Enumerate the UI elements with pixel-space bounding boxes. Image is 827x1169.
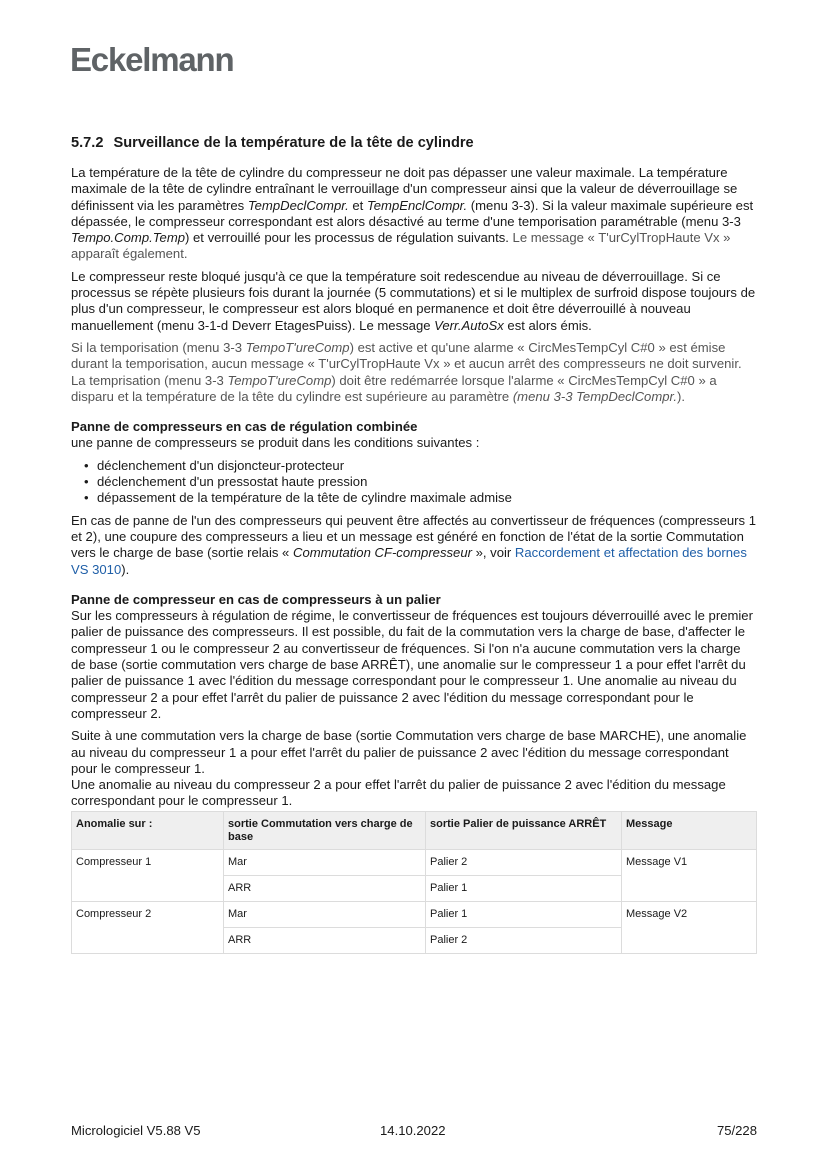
text: Si la temporisation (menu 3-3: [71, 339, 246, 355]
param-name: (menu 3-3 TempDeclCompr.: [512, 388, 678, 404]
text: (menu 3-3). Si la valeur maximale supérieure est dépassée, le compresseur correspondant est alors désactivé au terme d'une temporisation paramétrable (menu 3-3: [71, 197, 754, 229]
text: Le compresseur reste bloqué jusqu'à ce que la température soit redescendue au niveau de déverrouillage. Si ce processus se répète plusieurs fois durant la journée (5 commutations) et si le multiplex de surfroid dispose toujours de plus d'un compresseur, le compresseur est alors bloqué en permanence et doit être déverrouillé à nouveau manuellement (menu 3-1-d Deverr EtagesPuiss). Le message: [71, 268, 756, 333]
cell-palier: Palier 1: [426, 875, 622, 901]
text: ) est active et qu'une alarme « CircMesTempCyl C#0 » est émise durant la temporisation, aucun message « T'urCylTropHaute Vx » et aucun arrêt des compresseurs ne doit survenir. La temprisation (menu 3-3: [71, 339, 742, 388]
cell-commutation: Mar: [224, 849, 426, 875]
subheading-single-stage: Panne de compresseur en cas de compresseurs à un palier: [71, 591, 441, 607]
relay-name: Commutation CF-compresseur: [292, 545, 472, 561]
param-name: TempDeclCompr.: [247, 197, 349, 213]
text: est alors émis.: [503, 317, 592, 333]
link-raccordement[interactable]: Raccordement et affectation des bornes VS 3010: [71, 545, 747, 577]
cell-anomalie: Compresseur 2: [72, 901, 224, 953]
paragraph-single-2b: Une anomalie au niveau du compresseur 2 a pour effet l'arrêt du palier de puissance 2 avec l'édition du message correspondant pour le compresseur 1.: [71, 777, 726, 809]
paragraph-intro: [71, 165, 757, 263]
cell-message: Message V2: [622, 901, 757, 953]
cell-commutation: ARR: [224, 927, 426, 953]
list-item: • déclenchement d'un pressostat haute pression: [86, 474, 757, 490]
column-header: Anomalie sur :: [72, 811, 224, 849]
cell-anomalie: Compresseur 1: [72, 849, 224, 901]
subheading-combined: Panne de compresseurs en cas de régulation combinée: [71, 419, 418, 435]
message-name: Verr.AutoSx: [434, 317, 504, 333]
text: ) et verrouillé pour les processus de régulation suivants.: [185, 230, 513, 246]
section-title: Surveillance de la température de la tête de cylindre: [113, 135, 474, 151]
footer-firmware-version: Micrologiciel V5.88 V5: [71, 1123, 201, 1138]
column-header: sortie Palier de puissance ARRÊT: [426, 811, 622, 849]
column-header: Message: [622, 811, 757, 849]
cell-palier: Palier 2: [426, 927, 622, 953]
section-heading: [71, 134, 757, 152]
table-row: [72, 901, 757, 927]
cell-commutation: Mar: [224, 901, 426, 927]
eckelmann-logo: Eckelmann: [70, 41, 234, 78]
combined-intro: une panne de compresseurs se produit dans les conditions suivantes :: [71, 435, 480, 451]
cell-palier: Palier 2: [426, 849, 622, 875]
cell-commutation: ARR: [224, 875, 426, 901]
param-name: TempoT'ureComp: [245, 339, 350, 355]
text: En cas de panne de l'un des compresseurs qui peuvent être affectés au convertisseur de fréquences (compresseurs 1 et 2), une coupure des compresseurs a lieu et un message est généré en fonction de l'état de la sortie Commutation vers le charge de base (sortie relais «: [71, 512, 756, 561]
footer-page-number: 75/228: [716, 1123, 757, 1138]
footer-date: 14.10.2022: [380, 1123, 446, 1138]
table-row: [72, 849, 757, 875]
list-item: • déclenchement d'un disjoncteur-protecteur: [86, 458, 757, 474]
paragraph-blocked: [71, 269, 757, 334]
text: ) doit être redémarrée lorsque l'alarme « CircMesTempCyl C#0 » a disparu et la température de la tête du cylindre est supérieure au paramètre: [71, 372, 717, 404]
cell-message: Message V1: [622, 849, 757, 901]
conditions-list: [71, 458, 757, 507]
text-note: Le message « T'urCylTropHaute Vx » apparaît également.: [71, 230, 731, 262]
list-item: • dépassement de la température de la tête de cylindre maximale admise: [86, 490, 757, 506]
param-name: TempoT'ureComp: [227, 372, 332, 388]
section-number: 5.7.2: [71, 135, 104, 151]
column-header: sortie Commutation vers charge de base: [224, 811, 426, 849]
paragraph-single-1: Sur les compresseurs à régulation de régime, le convertisseur de fréquences est toujours déverrouillé avec le premier palier de puissance des compresseurs. Il est possible, du fait de la commutation vers la charge de base, d'affecter le compresseur 1 ou le compresseur 2 au convertisseur de fréquences. Si l'on n'a aucune commutation vers la charge de base (sortie commutation vers charge de base ARRÊT), une anomalie sur le compresseur 1 a pour effet l'arrêt du palier de puissance 1 avec l'édition du message correspondant pour le compresseur 1. Une anomalie au niveau du compresseur 2 a pour effet l'arrêt du palier de puissance 2 avec l'édition du message correspondant pour le compresseur 2.: [71, 608, 753, 721]
document-body: [71, 134, 757, 954]
text: et: [348, 197, 367, 213]
paragraph-single-2a: Suite à une commutation vers la charge de base (sortie Commutation vers charge de base MARCHE), une anomalie au niveau du compresseur 1 a pour effet l'arrêt du palier de puissance 2 avec l'édition du message correspondant pour le compresseur 1.: [71, 728, 747, 776]
param-name: Tempo.Comp.Temp: [71, 230, 186, 246]
text: ).: [121, 561, 130, 577]
anomaly-table: [71, 811, 757, 954]
paragraph-combined: [71, 513, 757, 578]
text: », voir: [471, 545, 515, 561]
text: ).: [677, 388, 686, 404]
param-name: TempEnclCompr.: [366, 197, 468, 213]
paragraph-temporisation: [71, 340, 757, 405]
table-header-row: [72, 811, 757, 849]
text: La température de la tête de cylindre du compresseur ne doit pas dépasser une valeur maximale. La température maximale de la tête de cylindre entraînant le verrouillage d'un compresseur ainsi que la valeur de déverrouillage se définissent via les paramètres: [71, 165, 738, 213]
cell-palier: Palier 1: [426, 901, 622, 927]
